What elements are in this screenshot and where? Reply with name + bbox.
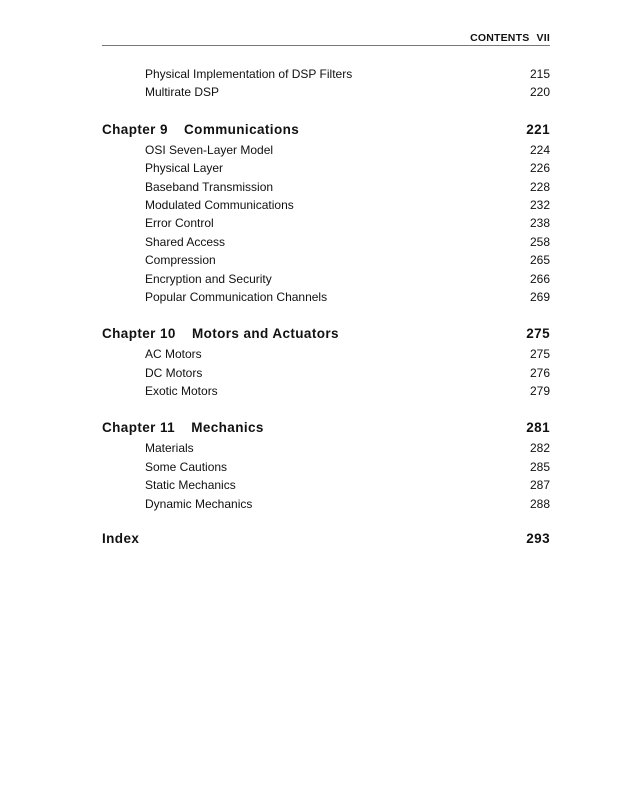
entry-title: Encryption and Security <box>145 271 272 286</box>
entry-title: OSI Seven-Layer Model <box>145 142 274 157</box>
chapter-9-section <box>102 120 550 307</box>
entry-page: 215 <box>529 67 550 81</box>
toc-entry <box>102 439 550 457</box>
entry-title: Multirate DSP <box>145 85 220 100</box>
toc-entry <box>102 159 550 177</box>
toc-entry <box>102 458 550 476</box>
toc-entry <box>102 233 550 251</box>
entry-page: 287 <box>529 478 550 493</box>
chapter-page: 281 <box>526 420 550 436</box>
entry-page: 288 <box>529 496 550 511</box>
toc-entry <box>102 270 550 288</box>
entry-title: Popular Communication Channels <box>145 289 328 304</box>
entry-title: Exotic Motors <box>145 384 218 399</box>
chapter-label: Chapter 11 <box>102 420 176 436</box>
entry-page: 279 <box>529 384 550 399</box>
toc-entry <box>102 214 550 232</box>
toc-entry <box>102 495 550 513</box>
entry-title: Baseband Transmission <box>145 179 274 194</box>
running-title: CONTENTS <box>470 32 530 44</box>
entry-title: Physical Implementation of DSP Filters <box>145 67 353 81</box>
entry-title: Some Cautions <box>145 459 228 474</box>
chapter-title: Motors and Actuators <box>191 326 339 342</box>
index-title: Index <box>102 531 140 547</box>
toc-entry <box>102 83 550 101</box>
toc-entry <box>102 141 550 159</box>
entry-page: 238 <box>529 216 550 231</box>
entry-page: 224 <box>529 142 550 157</box>
entry-page: 269 <box>529 289 550 304</box>
entry-title: AC Motors <box>145 347 202 362</box>
chapter-heading <box>102 324 550 344</box>
toc-entry <box>102 382 550 400</box>
entry-title: Physical Layer <box>145 161 224 176</box>
index-page: 293 <box>526 531 550 547</box>
toc-entry <box>102 196 550 214</box>
entry-page: 226 <box>529 161 550 176</box>
entry-page: 232 <box>529 197 550 212</box>
chapter-heading <box>102 418 550 438</box>
toc-entry <box>102 476 550 494</box>
table-of-contents <box>102 65 550 550</box>
entry-title: Compression <box>145 253 216 268</box>
page-numeral: VII <box>536 32 550 44</box>
toc-entry <box>102 288 550 306</box>
running-header <box>102 32 550 45</box>
toc-entry <box>102 364 550 382</box>
index-heading <box>102 529 550 549</box>
entry-title: DC Motors <box>145 365 203 380</box>
entry-page: 228 <box>529 179 550 194</box>
continued-section <box>102 65 550 102</box>
entry-page: 220 <box>529 85 550 100</box>
chapter-heading <box>102 120 550 140</box>
toc-entry <box>102 178 550 196</box>
chapter-11-section <box>102 418 550 513</box>
chapter-label: Chapter 9 <box>102 121 168 137</box>
chapter-page: 275 <box>526 326 550 342</box>
entry-title: Shared Access <box>145 234 226 249</box>
entry-title: Dynamic Mechanics <box>145 496 253 511</box>
entry-page: 265 <box>529 253 550 268</box>
chapter-title: Communications <box>184 121 300 137</box>
toc-entry <box>102 65 550 83</box>
toc-entry <box>102 345 550 363</box>
entry-title: Modulated Communications <box>145 197 294 212</box>
chapter-label: Chapter 10 <box>102 326 176 342</box>
entry-page: 285 <box>529 459 550 474</box>
entry-title: Static Mechanics <box>145 478 236 493</box>
chapter-10-section <box>102 324 550 400</box>
header-rule <box>102 45 550 46</box>
chapter-page: 221 <box>526 121 550 137</box>
toc-entry <box>102 251 550 269</box>
entry-page: 275 <box>529 347 550 362</box>
entry-title: Materials <box>145 441 194 456</box>
chapter-title: Mechanics <box>191 420 264 436</box>
entry-title: Error Control <box>145 216 214 231</box>
entry-page: 276 <box>529 365 550 380</box>
entry-page: 282 <box>529 441 550 456</box>
entry-page: 266 <box>529 271 550 286</box>
entry-page: 258 <box>529 234 550 249</box>
